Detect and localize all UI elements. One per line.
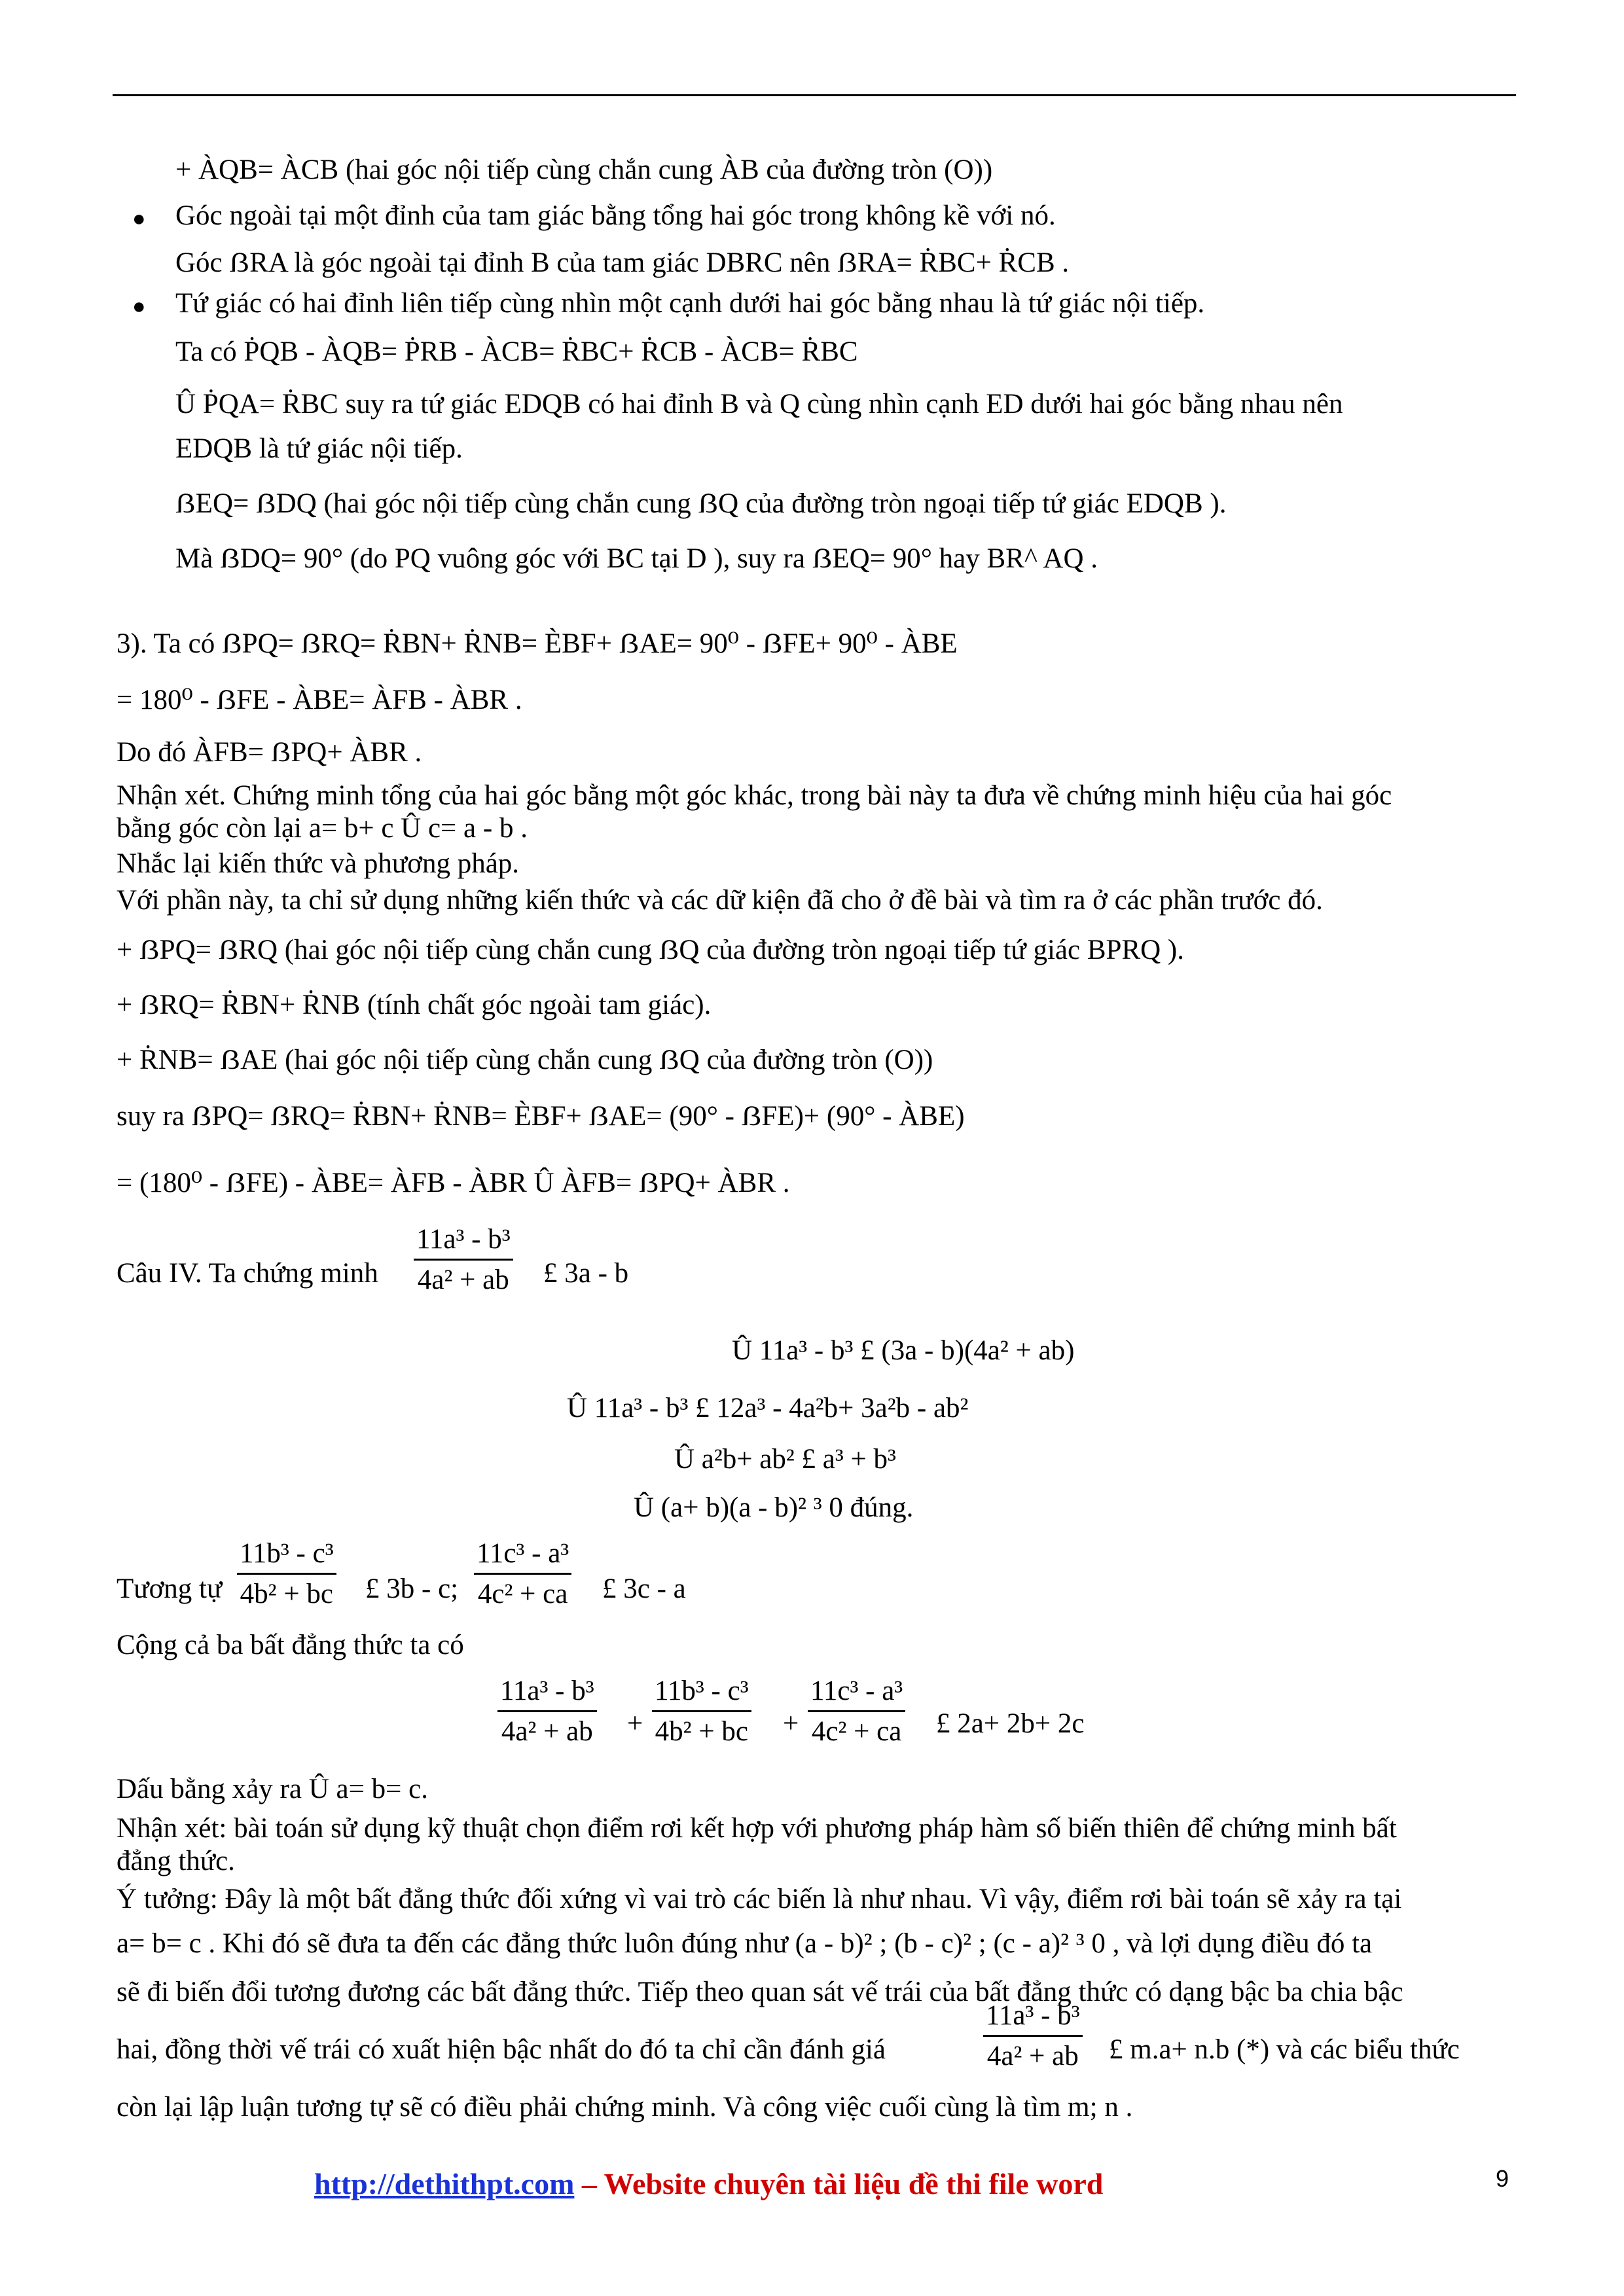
text-line: + ẞRQ= ṘBN+ ṘNB (tính chất góc ngoài tam giác). [117,990,712,1020]
text-line: £ 3c - a [602,1573,686,1604]
text-line: Ta có ṖQB - ÀQB= ṖRB - ÀCB= ṘBC+ ṘCB - ÀCB= ṘBC [175,336,858,367]
text-line: Do đó ÀFB= ẞPQ+ ÀBR . [117,737,422,768]
fraction-bar [652,1710,751,1712]
text-line: hai, đồng thời vế trái có xuất hiện bậc nhất do đó ta chỉ cần đánh giá [117,2034,886,2065]
text-line: Û (a+ b)(a - b)² ³ 0 đúng. [634,1492,914,1523]
text-line: 3). Ta có ẞPQ= ẞRQ= ṘBN+ ṘNB= ÈBF+ ẞAE= 90⁰ - ẞFE+ 90⁰ - ÀBE [117,628,958,659]
fraction [237,1538,336,1610]
fraction-bar [474,1573,571,1575]
text-line: £ 2a+ 2b+ 2c [936,1708,1085,1739]
text-line: Nhắc lại kiến thức và phương pháp. [117,848,520,879]
fraction [414,1224,513,1296]
fraction-numerator: 11a³ - b³ [500,1676,594,1706]
text-line: Góc ngoài tại một đỉnh của tam giác bằng tổng hai góc trong không kề với nó. [175,200,1056,231]
text-line: + ÀQB= ÀCB (hai góc nội tiếp cùng chắn cung ÀB của đường tròn (O)) [175,154,993,185]
footer [314,2166,1103,2201]
fraction-denominator: 4a² + ab [986,2041,1079,2072]
text-line: = (180⁰ - ẞFE) - ÀBE= ÀFB - ÀBR Û ÀFB= ẞPQ+ ÀBR . [117,1168,790,1198]
fraction-numerator: 11b³ - c³ [655,1676,749,1706]
fraction-bar [497,1710,597,1712]
fraction-numerator: 11a³ - b³ [986,2000,1080,2031]
fraction-numerator: 11b³ - c³ [240,1538,334,1569]
fraction-denominator: 4a² + ab [417,1265,509,1296]
fraction-denominator: 4b² + bc [240,1579,333,1610]
text-line: còn lại lập luận tương tự sẽ có điều phải chứng minh. Và công việc cuối cùng là tìm m; n . [117,2092,1133,2123]
fraction-numerator: 11a³ - b³ [416,1224,511,1255]
bullet-dot: ● [132,207,146,231]
fraction [983,2000,1083,2072]
header-rule [113,94,1516,96]
text-line: Với phần này, ta chỉ sử dụng những kiến thức và các dữ kiện đã cho ở đề bài và tìm ra ở các phần trước đó. [117,885,1323,916]
footer-tagline: – Website chuyên tài liệu đề thi file word [574,2167,1104,2200]
text-line: Dấu bằng xảy ra Û a= b= c. [117,1774,428,1804]
text-line: Tương tự [117,1573,223,1604]
bullet-dot: ● [132,295,146,319]
text-line: £ 3b - c; [365,1573,459,1604]
text-line: Û ṖQA= ṘBC suy ra tứ giác EDQB có hai đỉnh B và Q cùng nhìn cạnh ED dưới hai góc bằng nhau nên [175,389,1343,420]
fraction-denominator: 4c² + ca [811,1716,902,1748]
plus-sign: + [783,1708,799,1739]
text-line: Góc ẞRA là góc ngoài tại đỉnh B của tam giác DBRC nên ẞRA= ṘBC+ ṘCB . [175,247,1070,278]
text-line: Û a²b+ ab² £ a³ + b³ [674,1444,896,1475]
text-line: + ṘNB= ẞAE (hai góc nội tiếp cùng chắn cung ẞQ của đường tròn (O)) [117,1045,933,1075]
text-line: Nhận xét. Chứng minh tổng của hai góc bằng một góc khác, trong bài này ta đưa về chứng minh hiệu của hai góc [117,780,1392,811]
text-line: Câu IV. Ta chứng minh [117,1258,378,1289]
page-number: 9 [1496,2165,1509,2192]
text-line: £ m.a+ n.b (*) và các biểu thức [1109,2034,1460,2065]
text-line: sẽ đi biến đổi tương đương các bất đẳng thức. Tiếp theo quan sát vế trái của bất đẳng thức có dạng bậc ba chia bậc [117,1977,1403,2007]
fraction-denominator: 4b² + bc [655,1716,748,1748]
text-line: đẳng thức. [117,1846,235,1876]
fraction [808,1676,905,1748]
text-line: bằng góc còn lại a= b+ c Û c= a - b . [117,813,528,844]
text-line: Û 11a³ - b³ £ 12a³ - 4a²b+ 3a²b - ab² [567,1393,969,1424]
plus-sign: + [627,1708,643,1739]
text-line: Cộng cả ba bất đẳng thức ta có [117,1630,464,1660]
text-line: EDQB là tứ giác nội tiếp. [175,433,463,464]
text-line: suy ra ẞPQ= ẞRQ= ṘBN+ ṘNB= ÈBF+ ẞAE= (90° - ẞFE)+ (90° - ÀBE) [117,1101,965,1132]
text-line: £ 3a - b [543,1258,629,1289]
footer-link[interactable]: http://dethithpt.com [314,2167,575,2200]
text-line: Tứ giác có hai đỉnh liên tiếp cùng nhìn một cạnh dưới hai góc bằng nhau là tứ giác nội tiếp. [175,288,1205,319]
text-line: Nhận xét: bài toán sử dụng kỹ thuật chọn điểm rơi kết hợp với phương pháp hàm số biến thiên để chứng minh bất [117,1813,1397,1844]
text-line: Û 11a³ - b³ £ (3a - b)(4a² + ab) [732,1335,1075,1366]
text-line: a= b= c . Khi đó sẽ đưa ta đến các đẳng thức luôn đúng như (a - b)² ; (b - c)² ; (c - a)² ³ 0 , và lợi dụng điều đó ta [117,1928,1373,1959]
fraction-denominator: 4c² + ca [477,1579,568,1610]
fraction [474,1538,571,1610]
fraction [652,1676,751,1748]
fraction-bar [983,2035,1083,2037]
fraction-bar [237,1573,336,1575]
text-line: = 180⁰ - ẞFE - ÀBE= ÀFB - ÀBR . [117,685,522,715]
text-line: Mà ẞDQ= 90° (do PQ vuông góc với BC tại D ), suy ra ẞEQ= 90° hay BR^ AQ . [175,543,1098,574]
text-line: + ẞPQ= ẞRQ (hai góc nội tiếp cùng chắn cung ẞQ của đường tròn ngoại tiếp tứ giác BPRQ ). [117,935,1184,965]
fraction-bar [808,1710,905,1712]
text-line: Ý tưởng: Đây là một bất đẳng thức đối xứng vì vai trò các biến là như nhau. Vì vậy, điểm rơi bài toán sẽ xảy ra tại [117,1884,1402,1914]
fraction-numerator: 11c³ - a³ [810,1676,903,1706]
text-line: ẞEQ= ẞDQ (hai góc nội tiếp cùng chắn cung ẞQ của đường tròn ngoại tiếp tứ giác EDQB ). [175,488,1227,519]
fraction-bar [414,1259,513,1261]
fraction-numerator: 11c³ - a³ [477,1538,569,1569]
fraction [497,1676,597,1748]
fraction-denominator: 4a² + ab [501,1716,593,1748]
